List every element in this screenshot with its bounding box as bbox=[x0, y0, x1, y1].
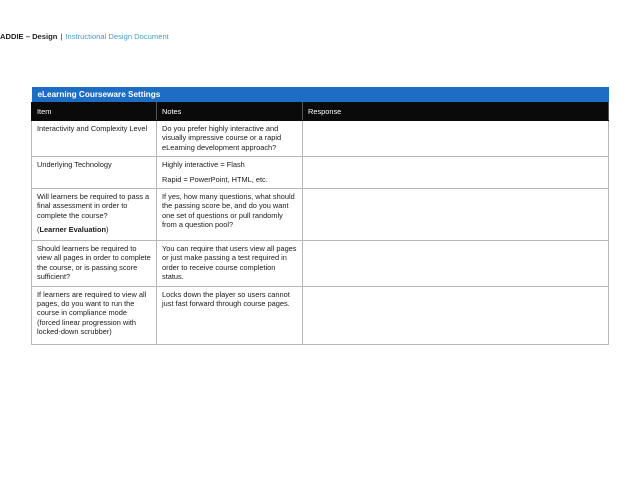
item-cell: If learners are required to view all pages, do you want to run the course in compliance mode (forced linear progression with locked-down scrubber) bbox=[32, 286, 157, 344]
response-cell[interactable] bbox=[303, 121, 609, 157]
column-header-notes: Notes bbox=[157, 103, 303, 121]
item-tag bbox=[37, 225, 151, 234]
table-row bbox=[32, 241, 609, 287]
notes-cell: Locks down the player so users cannot just fast forward through course pages. bbox=[157, 286, 303, 344]
notes-cell: Do you prefer highly interactive and visually impressive course or a rapid eLearning development approach? bbox=[157, 121, 303, 157]
notes-cell: If yes, how many questions, what should the passing score be, and do you want one set of questions or pull randomly from a question pool? bbox=[157, 189, 303, 241]
table-row bbox=[32, 189, 609, 241]
item-cell: Should learners be required to view all pages in order to complete the course, or is passing score sufficient? bbox=[32, 241, 157, 287]
response-cell[interactable] bbox=[303, 241, 609, 287]
notes-line: Highly interactive = Flash bbox=[162, 160, 245, 170]
table-title-row bbox=[32, 87, 609, 103]
header-document-name: Instructional Design Document bbox=[65, 32, 169, 41]
notes-line: Rapid = PowerPoint, HTML, etc. bbox=[162, 174, 268, 184]
table-row bbox=[32, 286, 609, 344]
item-cell: Underlying Technology bbox=[32, 157, 157, 189]
header-separator: | bbox=[60, 32, 63, 41]
notes-cell bbox=[157, 157, 303, 189]
document-header bbox=[0, 32, 169, 41]
table-row bbox=[32, 121, 609, 157]
column-header-item: Item bbox=[32, 103, 157, 121]
header-section-label: ADDIE – Design bbox=[0, 32, 58, 41]
item-cell: Interactivity and Complexity Level bbox=[32, 121, 157, 157]
notes-cell: You can require that users view all pages or just make passing a test required in order to receive course completion status. bbox=[157, 241, 303, 287]
item-tag-close: ) bbox=[106, 225, 109, 235]
item-text: Will learners be required to pass a final assessment in order to complete the course? bbox=[37, 192, 150, 220]
courseware-settings-table bbox=[31, 87, 609, 345]
table-row bbox=[32, 157, 609, 189]
table-title: eLearning Courseware Settings bbox=[32, 87, 609, 103]
table-header-row bbox=[32, 103, 609, 121]
response-cell[interactable] bbox=[303, 286, 609, 344]
item-cell bbox=[32, 189, 157, 241]
item-tag-open: ( bbox=[37, 225, 40, 235]
item-tag-bold: Learner Evaluation bbox=[39, 225, 107, 235]
column-header-response: Response bbox=[303, 103, 609, 121]
response-cell[interactable] bbox=[303, 189, 609, 241]
response-cell[interactable] bbox=[303, 157, 609, 189]
